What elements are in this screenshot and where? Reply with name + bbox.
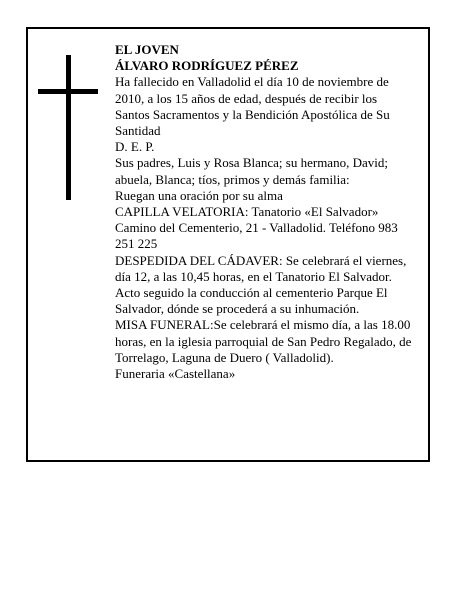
- notice-title: EL JOVEN: [115, 42, 179, 57]
- notice-body: [115, 42, 415, 382]
- wake-chapel-info: CAPILLA VELATORIA: Tanatorio «El Salvador» Camino del Cementerio, 21 - Valladolid. Teléfono 983 251 225: [115, 204, 398, 252]
- rest-in-peace: D. E. P.: [115, 139, 155, 155]
- cross-horizontal-bar: [38, 89, 98, 94]
- obituary-notice: [26, 27, 430, 462]
- farewell-info: DESPEDIDA DEL CÁDAVER: Se celebrará el viernes, día 12, a las 10,45 horas, en el Tanatorio El Salvador. Acto seguido la conducción al cementerio Parque El Salvador, dónde se procederá a su inhumación.: [115, 252, 407, 317]
- family-members: Sus padres, Luis y Rosa Blanca; su hermano, David; abuela, Blanca; tíos, primos y demás familia:: [115, 155, 388, 187]
- prayer-request: Ruegan una oración por su alma: [115, 187, 283, 203]
- latin-cross-icon: [38, 55, 98, 200]
- funeral-mass-info: MISA FUNERAL:Se celebrará el mismo día, a las 18.00 horas, en la iglesia parroquial de San Pedro Regalado, de Torrelago, Laguna de Duero ( Valladolid).: [115, 317, 412, 365]
- death-announcement: Ha fallecido en Valladolid el día 10 de noviembre de 2010, a los 15 años de edad, después de recibir los Santos Sacramentos y la Bendición Apostólica de Su Santidad: [115, 74, 390, 139]
- cross-vertical-bar: [66, 55, 71, 200]
- funeral-home: Funeraria «Castellana»: [115, 366, 236, 382]
- deceased-name: ÁLVARO RODRÍGUEZ PÉREZ: [115, 58, 299, 74]
